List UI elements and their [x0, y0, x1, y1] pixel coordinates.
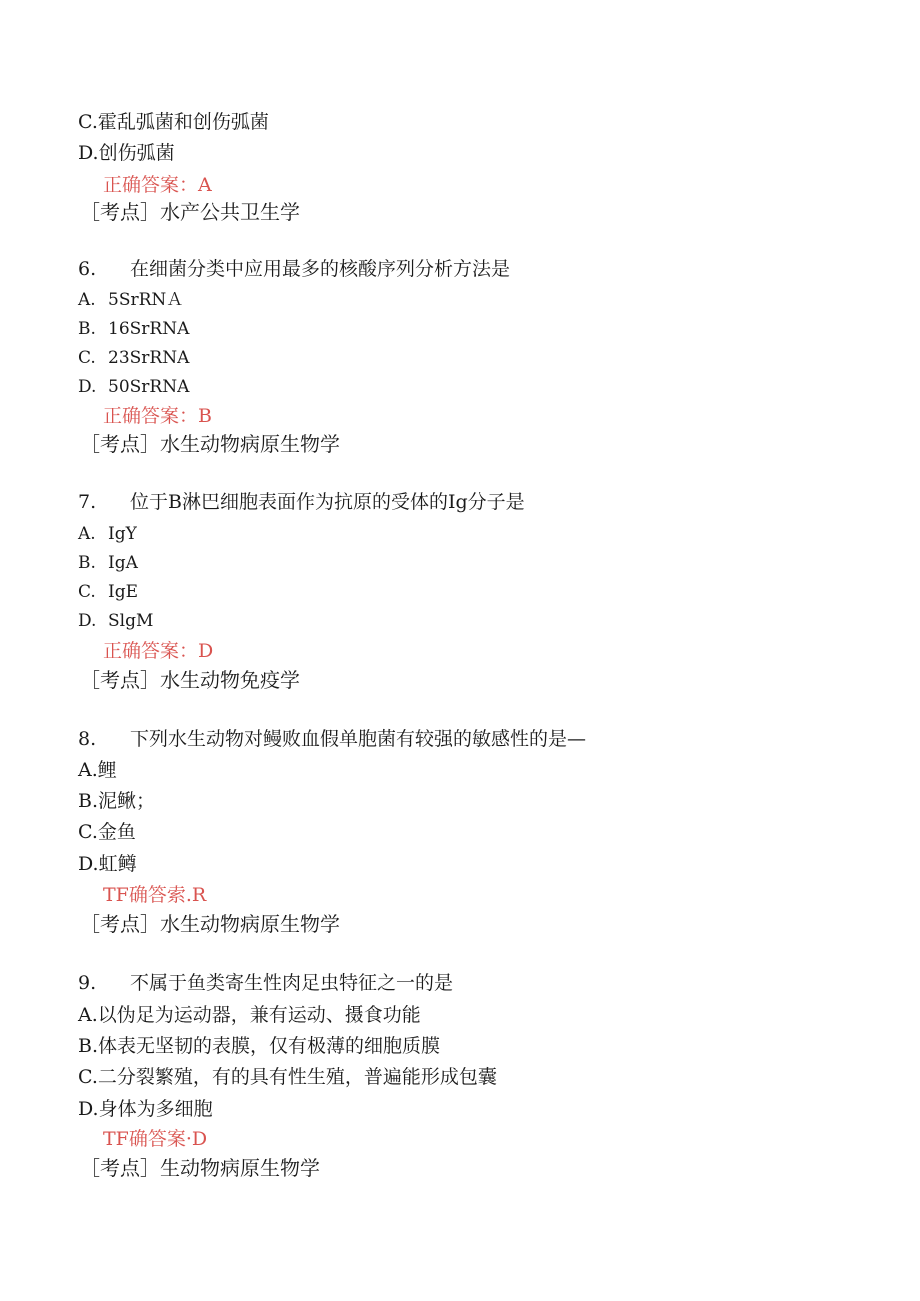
q6-option-c: [78, 346, 189, 370]
q6-option-b: [78, 317, 189, 341]
q8-number: 8.: [78, 728, 97, 750]
q6-stem: 在细菌分类中应用最多的核酸序列分析方法是: [130, 258, 511, 280]
q8-stem-line: [78, 727, 586, 751]
q8-option-c: C.金鱼: [78, 821, 136, 843]
q7-option-c-letter: C.: [78, 582, 96, 602]
q7-option-c: [78, 580, 138, 604]
q8-answer: TF确答索.R: [103, 884, 207, 906]
q5-option-c: C.霍乱弧菌和创伤弧菌: [78, 111, 269, 133]
q7-option-c-text: IgE: [108, 582, 139, 602]
q8-kaodian: ［考点］水生动物病原生物学: [80, 912, 340, 936]
q5-answer: 正确答案：A: [103, 174, 212, 196]
q7-option-d: [78, 609, 153, 633]
q7-number: 7.: [78, 491, 97, 513]
q7-stem-line: [78, 490, 525, 514]
q7-answer: 正确答案：D: [103, 640, 214, 662]
q6-number: 6.: [78, 258, 97, 280]
q7-option-a: [78, 522, 137, 546]
q6-option-d: [78, 375, 189, 399]
q9-kaodian: ［考点］生动物病原生物学: [80, 1156, 320, 1180]
q6-option-a-text: 5SrRNＡ: [108, 290, 184, 310]
q6-option-c-text: 23SrRNA: [108, 348, 190, 368]
q7-option-d-letter: D.: [78, 611, 97, 631]
q7-option-b-text: IgA: [108, 553, 138, 573]
q7-option-a-text: IgY: [108, 524, 137, 544]
q9-option-d: D.身体为多细胞: [78, 1098, 213, 1120]
q9-option-a: A.以伪足为运动器，兼有运动、摄食功能: [78, 1004, 421, 1026]
q9-option-b: B.体表无坚韧的表膜，仅有极薄的细胞质膜: [78, 1035, 441, 1057]
q6-option-b-letter: B.: [78, 319, 96, 339]
q8-stem: 下列水生动物对鳗败血假单胞菌有较强的敏感性的是—: [130, 728, 587, 750]
q8-option-a: A.鲤: [78, 759, 117, 781]
q6-kaodian: ［考点］水生动物病原生物学: [80, 432, 340, 456]
q7-option-d-text: SlgM: [108, 611, 154, 631]
q5-kaodian: ［考点］水产公共卫生学: [80, 200, 300, 224]
q7-option-b-letter: B.: [78, 553, 96, 573]
q7-option-a-letter: A.: [78, 524, 96, 544]
q9-stem: 不属于鱼类寄生性肉足虫特征之一的是: [130, 972, 454, 994]
q6-answer: 正确答案：B: [103, 405, 212, 427]
q6-stem-line: [78, 257, 510, 281]
q7-kaodian: ［考点］水生动物免疫学: [80, 668, 300, 692]
q9-number: 9.: [78, 972, 97, 994]
q6-option-a-letter: A.: [78, 290, 96, 310]
q9-stem-line: [78, 971, 453, 995]
q7-stem: 位于B淋巴细胞表面作为抗原的受体的Ig分子是: [130, 491, 525, 513]
q7-option-b: [78, 551, 138, 575]
q6-option-a: [78, 288, 183, 312]
q8-option-d: D.虹鳟: [78, 853, 137, 875]
q6-option-d-text: 50SrRNA: [108, 377, 190, 397]
q9-answer: TF确答案·D: [103, 1128, 208, 1150]
q6-option-b-text: 16SrRNA: [108, 319, 190, 339]
q6-option-c-letter: C.: [78, 348, 96, 368]
q8-option-b: B.泥鳅；: [78, 790, 156, 812]
q5-option-d: D.创伤弧菌: [78, 142, 175, 164]
q6-option-d-letter: D.: [78, 377, 97, 397]
q9-option-c: C.二分裂繁殖，有的具有性生殖，普遍能形成包囊: [78, 1066, 497, 1088]
